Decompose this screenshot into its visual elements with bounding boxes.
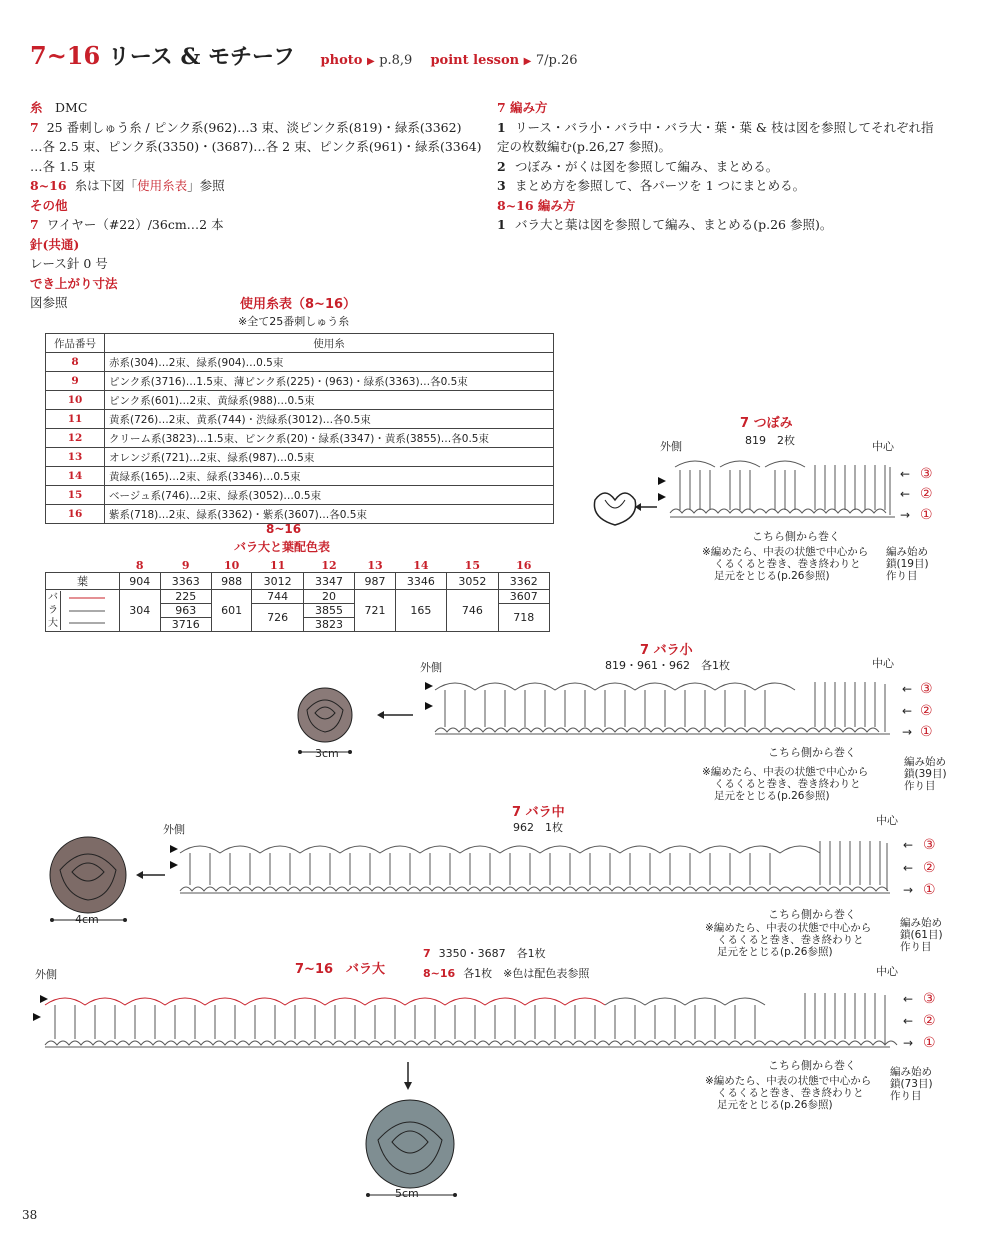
col-head: 16 [498,559,549,573]
roll-label: こちら側から巻く [768,746,856,759]
needle-text: レース針 0 号 [30,256,108,271]
roll-label: こちら側から巻く [752,530,840,543]
chain-count: 鎖(73目) [890,1078,933,1090]
cell: 987 [355,573,396,590]
yarn-table-subtitle: ※全て25番刺しゅう糸 [238,315,350,328]
row-marker: ③ [920,681,933,697]
note-line: くるくると巻き、巻き終わりと [714,778,861,790]
color-table [45,559,550,632]
arrow-right-icon: ▶ [523,56,532,67]
step-number: 1 [497,119,506,135]
small-center-label: 中心 [872,657,894,670]
mid-subtitle: 962 1枚 [513,821,563,834]
rose-label-char: バ [48,592,58,603]
color-table-title1: 8~16 [266,522,302,536]
cell: 746 [447,590,498,632]
steps-7-heading: 7 編み方 [497,100,548,115]
start-note [904,756,947,792]
arrow-right-icon: ▶ [366,56,375,67]
materials-section [30,98,490,313]
row-text: オレンジ系(721)…2束、緑系(987)…0.5束 [105,448,554,467]
mid-title: 7 バラ中 [512,805,565,820]
key-7: 7 [30,119,39,135]
mid-center-label: 中心 [876,814,898,827]
cell: 963 [160,604,211,618]
row-no: 12 [46,429,105,448]
arrow-left-icon: ← [900,467,911,481]
row-text: 紫系(718)…2束、緑系(3362)・紫系(3607)…各0.5束 [105,505,554,524]
note-line: ※編めたら、中表の状態で中心から [705,922,872,934]
note [705,922,871,958]
col-head: 12 [303,559,354,573]
cell: 165 [395,590,446,632]
yarn-heading: 糸 [30,100,43,115]
small-rose-chart [420,672,900,742]
large-outer-label: 外側 [35,968,57,981]
arrow-left-icon: ← [900,487,911,501]
step-3: まとめ方を参照して、各パーツを 1 つにまとめる。 [515,178,806,193]
start-note [890,1066,933,1102]
row-text: クリーム系(3823)…1.5束、ピンク系(20)・緑系(3347)・黄系(3855)…各0.5束 [105,429,554,448]
row-text: ピンク系(3716)…1.5束、薄ピンク系(225)・(963)・緑系(3363)…各0.5束 [105,372,554,391]
bud-image [585,485,660,530]
note-line: くるくると巻き、巻き終わりと [714,558,861,570]
arrow-right-icon: → [903,883,914,897]
row-marker: ① [920,507,933,523]
row-marker: ③ [920,466,933,482]
large-sub-816-text: 各1枚 ※色は配色表参照 [463,967,590,980]
row-no: 14 [46,467,105,486]
rose-label-char: 大 [48,618,58,629]
cell: 3052 [447,573,498,590]
arrow-left-icon: ← [903,838,914,852]
mid-rose-chart [165,833,900,903]
note-line: 足元をとじる(p.26参照) [717,1099,833,1111]
row-no: 10 [46,391,105,410]
start-label: 編み始め [886,546,928,558]
large-size: 5cm [395,1187,419,1200]
arrow-left-icon: ← [903,1014,914,1028]
large-sub-816-key: 8~16 [423,967,456,980]
note-line: 足元をとじる(p.26参照) [717,946,833,958]
cell: 304 [120,590,161,632]
row-text: 黄系(726)…2束、黄系(744)・渋緑系(3012)…各0.5束 [105,410,554,429]
bud-outer-label: 外側 [660,440,682,453]
row-marker: ① [923,1035,936,1051]
start-label: 編み始め [890,1066,932,1078]
cell: 20 [303,590,354,604]
table-row [46,486,554,505]
title-range: 7~16 [30,41,101,70]
col-head: 13 [355,559,396,573]
yarn-7-line3: …各 1.5 束 [30,158,96,174]
made-label: 作り目 [886,570,918,582]
step-2: つぼみ・がくは図を参照して編み、まとめる。 [515,158,779,174]
other-heading: その他 [30,197,68,213]
yarn-816-pre: 糸は下図「 [74,178,138,193]
bud-subtitle: 819 2枚 [745,434,795,447]
row-no: 16 [46,505,105,524]
small-size: 3cm [315,747,339,760]
row-marker: ① [920,724,933,740]
color-table-title2: バラ大と葉配色表 [234,540,331,554]
col-head: 11 [252,559,303,573]
yarn-7-line1: 25 番刺しゅう糸 / ピンク系(962)…3 束、淡ピンク系(819)・緑系(3362) [46,119,462,135]
arrow-right-icon: → [900,508,911,522]
chain-count: 鎖(61目) [900,929,943,941]
row-no: 11 [46,410,105,429]
cell: 904 [120,573,161,590]
table-row [46,353,554,372]
arrow-left-icon: ← [902,704,913,718]
cell: 225 [160,590,211,604]
bud-title: 7 つぼみ [740,416,793,431]
arrow-right-icon: → [902,725,913,739]
step-number: 3 [497,178,506,193]
row-text: 赤系(304)…2束、緑系(904)…0.5束 [105,353,554,372]
cell: 3716 [160,618,211,632]
arrow-left-icon: ← [903,861,914,875]
note-line: くるくると巻き、巻き終わりと [717,934,864,946]
row-marker: ① [923,882,936,898]
col-head: 9 [160,559,211,573]
start-note [886,546,929,582]
steps-816-heading: 8~16 編み方 [497,197,576,213]
other-key: 7 [30,217,39,232]
row-marker: ② [923,1013,936,1029]
roll-label: こちら側から巻く [768,1059,856,1072]
point-label: point lesson [430,53,520,68]
row-marker: ③ [923,837,936,853]
large-title: 7~16 バラ大 [295,962,386,977]
needle-heading: 針(共通) [30,236,80,252]
other-text: ワイヤー（#22）/36cm…2 本 [46,217,224,232]
size-heading: でき上がり寸法 [30,275,118,291]
roll-label: こちら側から巻く [768,908,856,921]
page-number: 38 [22,1208,38,1222]
blank-head [46,559,120,573]
chain-count: 鎖(39目) [904,768,947,780]
rose-row [46,590,550,604]
row-text: ピンク系(601)…2束、黄緑系(988)…0.5束 [105,391,554,410]
key-8-16: 8~16 [30,178,67,193]
steps-section [497,98,947,235]
note-line: 足元をとじる(p.26参照) [714,570,830,582]
note-line: くるくると巻き、巻き終わりと [717,1087,864,1099]
note-line: ※編めたら、中表の状態で中心から [702,546,869,558]
step-1-line1: リース・バラ小・バラ中・バラ大・葉・葉 & 枝は図を参照してそれぞれ指 [515,119,934,135]
cell: 744 [252,590,303,604]
leaf-label: 葉 [46,573,120,590]
cell: 601 [211,590,252,632]
rose-label-char: ラ [48,605,58,616]
leaf-row [46,573,550,590]
cell: 3607 [498,590,549,604]
col-yarn: 使用糸 [105,334,554,353]
note-line: ※編めたら、中表の状態で中心から [702,766,869,778]
row-no: 9 [46,372,105,391]
bud-chart [650,455,910,525]
table-row [46,372,554,391]
row-marker: ② [920,486,933,502]
cell: 3012 [252,573,303,590]
point-ref: 7/p.26 [535,53,578,68]
small-rose-image [285,680,420,765]
table-row [46,505,554,524]
row-marker: ② [923,860,936,876]
table-row [46,429,554,448]
mid-size: 4cm [75,913,99,926]
made-label: 作り目 [890,1090,922,1102]
yarn-816-ref: 使用糸表 [137,178,188,193]
cell: 3823 [303,618,354,632]
cell: 3347 [303,573,354,590]
row-no: 8 [46,353,105,372]
note [702,766,868,802]
cell: 3362 [498,573,549,590]
col-head: 10 [211,559,252,573]
step-1-line2: 定の枚数編む(p.26,27 参照)。 [497,139,671,154]
arrow-left-icon: ← [902,682,913,696]
photo-ref: p.8,9 [379,53,413,68]
title-text: リース & モチーフ [107,44,295,70]
yarn-table [45,333,554,524]
note [705,1075,871,1111]
mid-rose-image [40,830,170,930]
mid-outer-label: 外側 [163,823,185,836]
large-sub-7-text: 3350・3687 各1枚 [438,947,546,960]
cell: 3855 [303,604,354,618]
large-sub-7 [423,945,546,961]
step-number: 2 [497,158,506,174]
photo-label: photo [320,53,363,68]
row-lines-icon [61,591,111,630]
page-title [30,40,578,71]
cell: 721 [355,590,396,632]
cell: 3363 [160,573,211,590]
table-row [46,410,554,429]
size-text: 図参照 [30,295,68,310]
made-label: 作り目 [900,941,932,953]
start-label: 編み始め [904,756,946,768]
start-label: 編み始め [900,917,942,929]
color-table-header [46,559,550,573]
large-rose-image [360,1062,470,1202]
cell: 988 [211,573,252,590]
title-refs [321,53,578,68]
large-rose-chart [30,985,900,1055]
start-note [900,917,943,953]
large-sub-816 [423,965,589,981]
row-marker: ③ [923,991,936,1007]
bud-center-label: 中心 [872,440,894,453]
note [702,546,868,582]
step-number: 1 [497,217,506,232]
large-sub-7-key: 7 [423,947,431,960]
yarn-brand: DMC [55,100,88,115]
row-marker: ② [920,703,933,719]
chain-count: 鎖(19目) [886,558,929,570]
note-line: ※編めたら、中表の状態で中心から [705,1075,872,1087]
cell: 718 [498,604,549,632]
small-subtitle: 819・961・962 各1枚 [605,659,730,672]
small-outer-label: 外側 [420,661,442,674]
row-text: 黄緑系(165)…2束、緑系(3346)…0.5束 [105,467,554,486]
yarn-816-post: 」参照 [187,178,225,193]
step-816-1: バラ大と葉は図を参照して編み、まとめる(p.26 参照)。 [515,217,833,232]
small-title: 7 バラ小 [640,643,693,658]
table-row [46,467,554,486]
row-no: 13 [46,448,105,467]
col-head: 8 [120,559,161,573]
row-text: ベージュ系(746)…2束、緑系(3052)…0.5束 [105,486,554,505]
rose-label-cell [46,590,120,632]
cell: 726 [252,604,303,632]
row-no: 15 [46,486,105,505]
col-head: 14 [395,559,446,573]
arrow-left-icon: ← [903,992,914,1006]
note-line: 足元をとじる(p.26参照) [714,790,830,802]
made-label: 作り目 [904,780,936,792]
yarn-table-title: 使用糸表（8~16） [240,297,357,312]
col-head: 15 [447,559,498,573]
cell: 3346 [395,573,446,590]
yarn-7-line2: …各 2.5 束、ピンク系(3350)・(3687)…各 2 束、ピンク系(961)・緑系(3364) [30,139,482,154]
arrow-right-icon: → [903,1036,914,1050]
col-no: 作品番号 [46,334,105,353]
table-row [46,391,554,410]
table-row [46,448,554,467]
table-header-row [46,334,554,353]
large-center-label: 中心 [876,965,898,978]
